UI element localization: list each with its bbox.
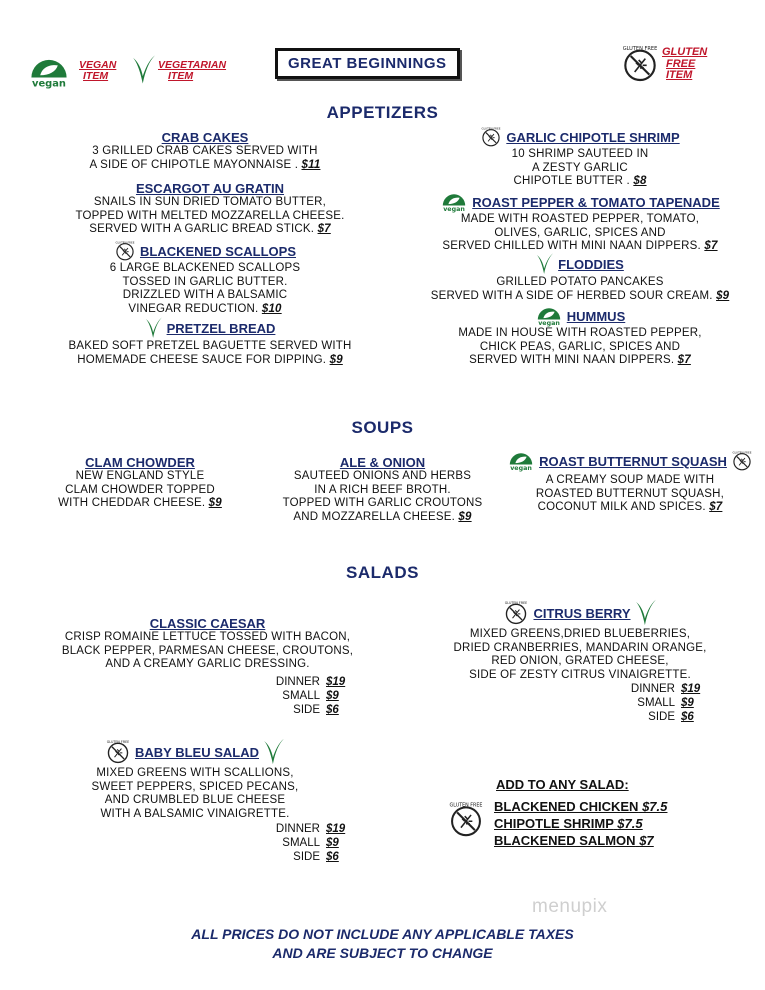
vegan-icon [440, 191, 468, 213]
gluten-free-icon [731, 450, 753, 472]
vegetarian-legend-icon [131, 54, 157, 86]
footer-note: ALL PRICES DO NOT INCLUDE ANY APPLICABLE TAXES AND ARE SUBJECT TO CHANGE [191, 926, 574, 961]
caesar-item: CLASSIC CAESAR CRISP ROMAINE LETTUCE TOSSED WITH BACON, BLACK PEPPER, PARMESAN CHEESE, CROUTONS, AND A CREAMY GARLIC DRESSING. [61, 616, 354, 670]
butternut-squash-item: ROAST BUTTERNUT SQUASH A CREAMY SOUP MADE WITH ROASTED BUTTERNUT SQUASH, COCONUT MILK AND SPICES. $7 [505, 448, 755, 515]
escargot-item: ESCARGOT AU GRATIN SNAILS IN SUN DRIED TOMATO BUTTER, TOPPED WITH MELTED MOZZARELLA CHEESE. SERVED WITH A GARLIC BREAD STICK. $7 [75, 181, 345, 235]
vegetarian-icon [145, 316, 163, 340]
pretzel-bread-item: PRETZEL BREAD BAKED SOFT PRETZEL BAGUETTE SERVED WITH HOMEMADE CHEESE SAUCE FOR DIPPING. $9 [20, 316, 400, 367]
gluten-free-icon [447, 801, 485, 839]
citrus-sizes: DINNER $19 SMALL $9 SIDE $6 [630, 683, 701, 723]
vegan-icon [507, 448, 535, 474]
scallops-item: BLACKENED SCALLOPS 6 LARGE BLACKENED SCALLOPS TOSSED IN GARLIC BUTTER. DRIZZLED WITH A BALSAMIC VINEGAR REDUCTION. $10 [20, 240, 390, 316]
item-desc: 3 GRILLED CRAB CAKES SERVED WITH A SIDE OF CHIPOTLE MAYONNAISE . $11 [89, 145, 321, 171]
hummus-item: HUMMUS MADE IN HOUSE WITH ROASTED PEPPER, CHICK PEAS, GARLIC, SPICES AND SERVED WITH MINI NAAN DIPPERS. $7 [405, 305, 755, 368]
vegetarian-legend-label: VEGETARIAN ITEM [158, 59, 227, 82]
vegetarian-icon [536, 252, 554, 276]
garlic-shrimp-item: GARLIC CHIPOTLE SHRIMP 10 SHRIMP SAUTEED IN A ZESTY GARLIC CHIPOTLE BUTTER . $8 [405, 126, 755, 189]
gluten-free-icon [114, 240, 136, 262]
clam-chowder-item: CLAM CHOWDER NEW ENGLAND STYLE CLAM CHOWDER TOPPED WITH CHEDDAR CHEESE. $9 [58, 455, 222, 509]
page-title: GREAT BEGINNINGS [275, 48, 460, 79]
item-title: CRAB CAKES [161, 130, 249, 145]
addons-heading: ADD TO ANY SALAD: [496, 777, 629, 792]
vegan-legend-icon [27, 55, 71, 89]
salads-heading: SALADS [346, 563, 419, 582]
floddies-item: FLODDIES GRILLED POTATO PANCAKES SERVED WITH A SIDE OF HERBED SOUR CREAM. $9 [405, 252, 755, 303]
soups-heading: SOUPS [351, 418, 414, 437]
addons-list: BLACKENED CHICKEN $7.5 CHIPOTLE SHRIMP $7.5 BLACKENED SALMON $7 [494, 799, 668, 848]
gluten-free-legend-label: GLUTEN FREE ITEM [662, 46, 708, 81]
vegetarian-icon [635, 598, 657, 628]
gluten-free-icon [503, 600, 529, 626]
appetizers-heading: APPETIZERS [326, 103, 439, 122]
gluten-free-legend-icon [620, 44, 660, 84]
tapenade-item: ROAST PEPPER & TOMATO TAPENADE MADE WITH ROASTED PEPPER, TOMATO, OLIVES, GARLIC, SPICES AND SERVED CHILLED WITH MINI NAAN DIPPERS. $7 [405, 191, 755, 254]
gluten-free-icon [480, 126, 502, 148]
baby-bleu-item: BABY BLEU SALAD MIXED GREENS WITH SCALLIONS, SWEET PEPPERS, SPICED PECANS, AND CRUMBLED BLUE CHEESE WITH A BALSAMIC VINAIGRETTE. [60, 737, 330, 821]
bleu-sizes: DINNER $19 SMALL $9 SIDE $6 [275, 823, 346, 863]
citrus-berry-item: CITRUS BERRY MIXED GREENS,DRIED BLUEBERRIES, DRIED CRANBERRIES, MANDARIN ORANGE, RED ONION, GRATED CHEESE, SIDE OF ZESTY CITRUS VINAIGRETTE. [405, 598, 755, 682]
vegan-legend-label: VEGAN ITEM [79, 59, 117, 82]
crab-cakes-item [20, 130, 390, 172]
vegetarian-icon [263, 737, 285, 767]
gluten-free-icon [105, 739, 131, 765]
vegan-icon [535, 305, 563, 327]
caesar-sizes: DINNER $19 SMALL $9 SIDE $6 [275, 676, 346, 716]
watermark: menupix [532, 896, 608, 917]
ale-onion-item: ALE & ONION SAUTEED ONIONS AND HERBS IN A RICH BEEF BROTH. TOPPED WITH GARLIC CROUTONS AND MOZZARELLA CHEESE. $9 [282, 455, 483, 523]
